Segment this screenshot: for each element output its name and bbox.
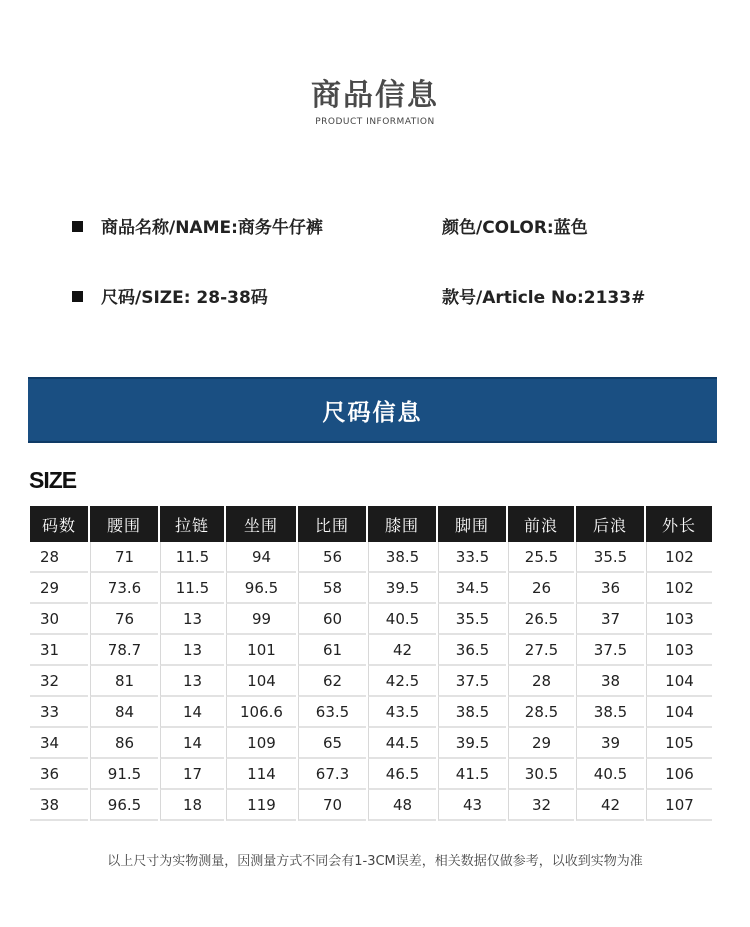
table-cell: 35.5 <box>438 604 506 635</box>
table-cell: 11.5 <box>160 542 224 573</box>
table-cell: 96.5 <box>226 573 296 604</box>
table-cell: 33.5 <box>438 542 506 573</box>
table-cell: 11.5 <box>160 573 224 604</box>
table-cell: 73.6 <box>90 573 158 604</box>
column-header: 外长 <box>646 506 712 542</box>
column-header: 码数 <box>30 506 88 542</box>
column-header: 坐围 <box>226 506 296 542</box>
table-cell: 29 <box>30 573 88 604</box>
size-table <box>28 506 714 821</box>
table-cell: 30.5 <box>508 759 574 790</box>
table-cell: 101 <box>226 635 296 666</box>
table-cell: 38 <box>576 666 644 697</box>
table-cell: 43.5 <box>368 697 436 728</box>
banner-title: 尺码信息 <box>322 399 423 426</box>
table-cell: 25.5 <box>508 542 574 573</box>
table-cell: 39 <box>576 728 644 759</box>
table-cell: 37.5 <box>438 666 506 697</box>
table-cell: 67.3 <box>298 759 366 790</box>
table-cell: 104 <box>646 666 712 697</box>
info-article-text: 款号/Article No:2133# <box>442 288 646 308</box>
info-name-text: 商品名称/NAME:商务牛仔裤 <box>101 218 323 238</box>
table-cell: 78.7 <box>90 635 158 666</box>
table-cell: 38.5 <box>368 542 436 573</box>
page-title: 商品信息 <box>311 78 439 113</box>
table-cell: 63.5 <box>298 697 366 728</box>
table-cell: 103 <box>646 635 712 666</box>
page-subtitle: PRODUCT INFORMATION <box>315 117 435 127</box>
table-cell: 109 <box>226 728 296 759</box>
table-cell: 40.5 <box>576 759 644 790</box>
footnote: 以上尺寸为实物测量，因测量方式不同会有1-3CM误差，相关数据仅做参考，以收到实物为准 <box>107 854 643 869</box>
table-row <box>30 697 712 728</box>
table-header-row <box>30 506 712 542</box>
table-row <box>30 759 712 790</box>
table-row <box>30 790 712 821</box>
table-row <box>30 573 712 604</box>
column-header: 拉链 <box>160 506 224 542</box>
table-cell: 28.5 <box>508 697 574 728</box>
table-cell: 70 <box>298 790 366 821</box>
table-cell: 18 <box>160 790 224 821</box>
table-cell: 39.5 <box>438 728 506 759</box>
column-header: 腰围 <box>90 506 158 542</box>
table-cell: 71 <box>90 542 158 573</box>
info-color <box>442 213 588 238</box>
table-cell: 38.5 <box>576 697 644 728</box>
table-cell: 35.5 <box>576 542 644 573</box>
table-cell: 40.5 <box>368 604 436 635</box>
table-cell: 91.5 <box>90 759 158 790</box>
info-size-text: 尺码/SIZE: 28-38码 <box>101 288 268 308</box>
table-cell: 106 <box>646 759 712 790</box>
table-cell: 65 <box>298 728 366 759</box>
table-cell: 13 <box>160 666 224 697</box>
table-row <box>30 542 712 573</box>
table-cell: 13 <box>160 635 224 666</box>
table-cell: 107 <box>646 790 712 821</box>
table-cell: 94 <box>226 542 296 573</box>
table-body <box>30 542 712 821</box>
table-cell: 38 <box>30 790 88 821</box>
table-cell: 13 <box>160 604 224 635</box>
table-cell: 61 <box>298 635 366 666</box>
column-header: 前浪 <box>508 506 574 542</box>
table-row <box>30 635 712 666</box>
table-cell: 76 <box>90 604 158 635</box>
table-cell: 81 <box>90 666 158 697</box>
table-cell: 36 <box>30 759 88 790</box>
column-header: 比围 <box>298 506 366 542</box>
table-cell: 99 <box>226 604 296 635</box>
table-cell: 119 <box>226 790 296 821</box>
table-cell: 39.5 <box>368 573 436 604</box>
column-header: 膝围 <box>368 506 436 542</box>
table-cell: 96.5 <box>90 790 158 821</box>
info-color-text: 颜色/COLOR:蓝色 <box>442 218 588 238</box>
table-cell: 42 <box>368 635 436 666</box>
table-cell: 43 <box>438 790 506 821</box>
info-name <box>72 213 323 238</box>
table-cell: 14 <box>160 697 224 728</box>
column-header: 后浪 <box>576 506 644 542</box>
table-cell: 103 <box>646 604 712 635</box>
table-cell: 38.5 <box>438 697 506 728</box>
table-cell: 14 <box>160 728 224 759</box>
table-cell: 44.5 <box>368 728 436 759</box>
table-cell: 33 <box>30 697 88 728</box>
table-cell: 102 <box>646 542 712 573</box>
info-size <box>72 283 268 308</box>
table-row <box>30 666 712 697</box>
square-bullet-icon <box>72 291 83 302</box>
table-cell: 34 <box>30 728 88 759</box>
table-cell: 105 <box>646 728 712 759</box>
table-cell: 26 <box>508 573 574 604</box>
table-cell: 106.6 <box>226 697 296 728</box>
table-cell: 27.5 <box>508 635 574 666</box>
table-cell: 86 <box>90 728 158 759</box>
table-cell: 29 <box>508 728 574 759</box>
table-cell: 37.5 <box>576 635 644 666</box>
table-row <box>30 604 712 635</box>
square-bullet-icon <box>72 221 83 232</box>
table-cell: 102 <box>646 573 712 604</box>
size-label: SIZE <box>29 467 77 493</box>
table-cell: 32 <box>30 666 88 697</box>
table-cell: 48 <box>368 790 436 821</box>
table-cell: 26.5 <box>508 604 574 635</box>
table-cell: 36.5 <box>438 635 506 666</box>
table-cell: 60 <box>298 604 366 635</box>
table-cell: 104 <box>226 666 296 697</box>
table-cell: 41.5 <box>438 759 506 790</box>
table-cell: 42.5 <box>368 666 436 697</box>
table-cell: 104 <box>646 697 712 728</box>
info-article <box>442 283 645 308</box>
table-cell: 36 <box>576 573 644 604</box>
table-cell: 42 <box>576 790 644 821</box>
table-cell: 31 <box>30 635 88 666</box>
table-cell: 34.5 <box>438 573 506 604</box>
table-cell: 62 <box>298 666 366 697</box>
table-row <box>30 728 712 759</box>
table-cell: 17 <box>160 759 224 790</box>
column-header: 脚围 <box>438 506 506 542</box>
table-cell: 37 <box>576 604 644 635</box>
table-cell: 114 <box>226 759 296 790</box>
table-cell: 84 <box>90 697 158 728</box>
table-cell: 30 <box>30 604 88 635</box>
table-cell: 58 <box>298 573 366 604</box>
table-cell: 28 <box>508 666 574 697</box>
size-info-banner <box>28 377 717 443</box>
table-cell: 28 <box>30 542 88 573</box>
table-cell: 32 <box>508 790 574 821</box>
table-cell: 56 <box>298 542 366 573</box>
table-cell: 46.5 <box>368 759 436 790</box>
